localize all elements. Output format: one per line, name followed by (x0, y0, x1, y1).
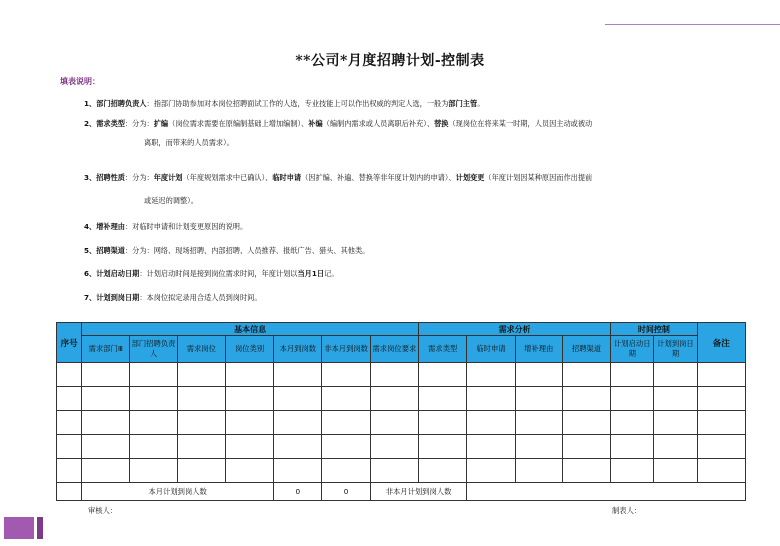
table-cell[interactable] (130, 435, 177, 459)
inst-text: （因扩编、补遍、替换等非年度计划内的申请）、 (301, 173, 456, 182)
table-cell[interactable] (562, 387, 610, 411)
table-row (57, 387, 746, 411)
table-cell[interactable] (82, 387, 130, 411)
table-cell[interactable] (322, 435, 370, 459)
table-cell[interactable] (225, 435, 273, 459)
inst-text: （年度规划需求中已确认）、 (182, 173, 273, 182)
col-header: 部门招聘负责人 (130, 336, 177, 363)
col-header: 招聘渠道 (562, 336, 610, 363)
corner-logo-block (4, 517, 34, 539)
table-cell[interactable] (322, 363, 370, 387)
inst-text: ：指部门协助参加对本岗位招聘面试工作的人选，专业技能上可以作出权威的判定人选，一般为 (146, 99, 449, 108)
inst-text: （年度计划因某种原因而作出提前 (484, 173, 593, 182)
table-cell[interactable] (225, 363, 273, 387)
inst-head: 部门招聘负责人 (96, 99, 147, 108)
table-cell[interactable] (467, 387, 515, 411)
table-cell[interactable] (225, 387, 273, 411)
instruction-6 (84, 268, 754, 279)
inst-emph: 当月1日 (297, 269, 325, 278)
inst-head: 招聘渠道 (96, 246, 125, 255)
col-header: 非本月到岗数 (322, 336, 370, 363)
table-cell[interactable] (177, 363, 225, 387)
table-cell[interactable] (57, 411, 82, 435)
table-cell[interactable] (274, 435, 322, 459)
col-header: 需求岗位 (177, 336, 225, 363)
table-cell[interactable] (57, 435, 82, 459)
seq-header: 序号 (57, 323, 82, 363)
table-cell[interactable] (697, 387, 745, 411)
table-cell[interactable] (467, 483, 746, 501)
table-cell[interactable] (515, 363, 562, 387)
col-header: 增补理由 (515, 336, 562, 363)
inst-head: 需求类型 (96, 119, 125, 128)
col-header: 计划启动日期 (611, 336, 654, 363)
table-cell[interactable] (611, 459, 654, 483)
inst-emph: 扩编 (153, 119, 169, 128)
inst-end: 。 (477, 99, 485, 108)
table-cell[interactable] (654, 387, 697, 411)
table-cell[interactable] (654, 363, 697, 387)
top-decoration-line (605, 24, 780, 25)
table-cell[interactable] (515, 387, 562, 411)
table-cell[interactable] (419, 459, 467, 483)
inst-text: ：本岗位拟定录用合适人员到岗时间。 (139, 293, 262, 302)
table-cell[interactable] (611, 387, 654, 411)
table-cell[interactable] (419, 411, 467, 435)
summary-this-month-label: 本月计划到岗人数 (82, 483, 274, 501)
table-cell[interactable] (322, 411, 370, 435)
inst-emph: 年度计划 (153, 173, 183, 182)
inst-text: ：对临时申请和计划变更原因的说明。 (124, 222, 248, 231)
table-cell[interactable] (225, 411, 273, 435)
table-cell[interactable] (274, 411, 322, 435)
table-cell[interactable] (611, 435, 654, 459)
table-cell[interactable] (654, 411, 697, 435)
table-cell[interactable] (177, 435, 225, 459)
table-cell[interactable] (177, 411, 225, 435)
table-cell[interactable] (82, 459, 130, 483)
table-cell[interactable] (370, 387, 418, 411)
table-row (57, 459, 746, 483)
table-cell[interactable] (562, 459, 610, 483)
table-cell[interactable] (467, 435, 515, 459)
table-cell[interactable] (177, 387, 225, 411)
summary-this-month-value[interactable]: 0 (274, 483, 322, 501)
summary-non-month-label: 非本月计划到岗人数 (370, 483, 467, 501)
table-cell[interactable] (322, 387, 370, 411)
group-basic-info: 基本信息 (82, 323, 419, 336)
table-cell[interactable] (370, 459, 418, 483)
table-cell[interactable] (322, 459, 370, 483)
inst-emph: 计划变更 (455, 173, 485, 182)
table-cell[interactable] (370, 363, 418, 387)
inst-head: 计划启动日期 (96, 269, 140, 278)
table-cell[interactable] (654, 435, 697, 459)
instruction-5 (84, 245, 754, 256)
recruitment-plan-table (56, 322, 746, 501)
table-cell[interactable] (697, 435, 745, 459)
table-cell[interactable] (130, 411, 177, 435)
inst-num: 7、 (84, 293, 97, 302)
col-header: 本月到岗数 (274, 336, 322, 363)
table-cell[interactable] (82, 363, 130, 387)
summary-other-month-value[interactable]: 0 (322, 483, 370, 501)
col-header: 需求部门Ⅲ (82, 336, 130, 363)
table-cell[interactable] (370, 411, 418, 435)
inst-num: 3、 (84, 173, 97, 182)
table-cell[interactable] (697, 411, 745, 435)
table-cell[interactable] (57, 459, 82, 483)
table-row (57, 435, 746, 459)
instruction-7 (84, 292, 754, 303)
table-cell[interactable] (419, 387, 467, 411)
table-cell[interactable] (177, 459, 225, 483)
corner-logo-bar (37, 517, 43, 539)
inst-num: 1、 (84, 99, 97, 108)
inst-continuation: 离职，而带来的人员需求）。 (144, 138, 234, 147)
table-cell[interactable] (515, 435, 562, 459)
inst-head: 增补理由 (96, 222, 125, 231)
table-cell[interactable] (611, 363, 654, 387)
table-cell[interactable] (697, 459, 745, 483)
table-cell[interactable] (515, 411, 562, 435)
inst-text: ：计划启动时间是接到岗位需求时间，年度计划以 (139, 269, 298, 278)
col-header: 需求岗位要求 (370, 336, 418, 363)
table-cell[interactable] (57, 387, 82, 411)
inst-emph: 替换 (434, 119, 449, 128)
col-header: 需求类型 (419, 336, 467, 363)
table-cell[interactable] (467, 411, 515, 435)
table-cell[interactable] (611, 411, 654, 435)
inst-emph: 部门主管 (448, 99, 478, 108)
table-cell[interactable] (467, 363, 515, 387)
group-demand-analysis: 需求分析 (419, 323, 611, 336)
table-cell[interactable] (515, 459, 562, 483)
table-cell[interactable] (82, 411, 130, 435)
col-header: 临时申请 (467, 336, 515, 363)
page-title: **公司*月度招聘计划-控制表 (295, 53, 485, 69)
inst-text: ：分为： (124, 119, 154, 128)
table-cell[interactable] (562, 435, 610, 459)
inst-text: （岗位需求需要在原编制基础上增加编制）、 (168, 119, 309, 128)
inst-end: 记。 (324, 269, 339, 278)
inst-head: 招聘性质 (96, 173, 125, 182)
table-cell[interactable] (562, 363, 610, 387)
inst-emph: 临时申请 (272, 173, 302, 182)
table-cell[interactable] (419, 435, 467, 459)
table-cell[interactable] (370, 435, 418, 459)
table-cell[interactable] (562, 411, 610, 435)
table-row (57, 411, 746, 435)
table-cell[interactable] (82, 435, 130, 459)
remark-header: 备注 (697, 323, 745, 363)
inst-text: （编制内需求或人员离职后补充）、 (322, 119, 435, 128)
inst-num: 6、 (84, 269, 97, 278)
maker-label: 制表人： (612, 506, 642, 515)
inst-num: 4、 (84, 222, 97, 231)
table-cell[interactable] (419, 363, 467, 387)
table-cell[interactable] (57, 363, 82, 387)
table-row (57, 363, 746, 387)
inst-emph: 补编 (308, 119, 323, 128)
table-cell[interactable] (57, 483, 82, 501)
inst-num: 5、 (84, 246, 97, 255)
table-cell[interactable] (130, 459, 177, 483)
table-cell[interactable] (467, 459, 515, 483)
table-cell[interactable] (130, 363, 177, 387)
inst-continuation: 或延迟的调整）。 (144, 196, 198, 205)
table-cell[interactable] (274, 387, 322, 411)
table-cell[interactable] (274, 459, 322, 483)
instruction-2 (84, 118, 754, 148)
instructions-heading: 填表说明： (60, 77, 100, 86)
reviewer-label: 审核人： (88, 506, 118, 515)
inst-text: ：分为： (124, 173, 154, 182)
inst-num: 2、 (84, 119, 97, 128)
instruction-3 (84, 172, 754, 206)
inst-text: ：分为：网络、现场招聘、内部招聘、人员推荐、报纸广告、猎头、其他类。 (124, 246, 370, 255)
table-cell[interactable] (654, 459, 697, 483)
inst-text: （现岗位在将来某一时期，人员因主动或被动 (448, 119, 593, 128)
instruction-1 (84, 98, 754, 109)
table-cell[interactable] (697, 363, 745, 387)
summary-row (57, 483, 746, 501)
instruction-4 (84, 221, 754, 232)
col-header: 岗位类别 (225, 336, 273, 363)
table-cell[interactable] (130, 387, 177, 411)
table-cell[interactable] (274, 363, 322, 387)
group-time-control: 时间控制 (611, 323, 697, 336)
inst-head: 计划到岗日期 (96, 293, 140, 302)
table-cell[interactable] (225, 459, 273, 483)
col-header: 计划到岗日期 (654, 336, 697, 363)
